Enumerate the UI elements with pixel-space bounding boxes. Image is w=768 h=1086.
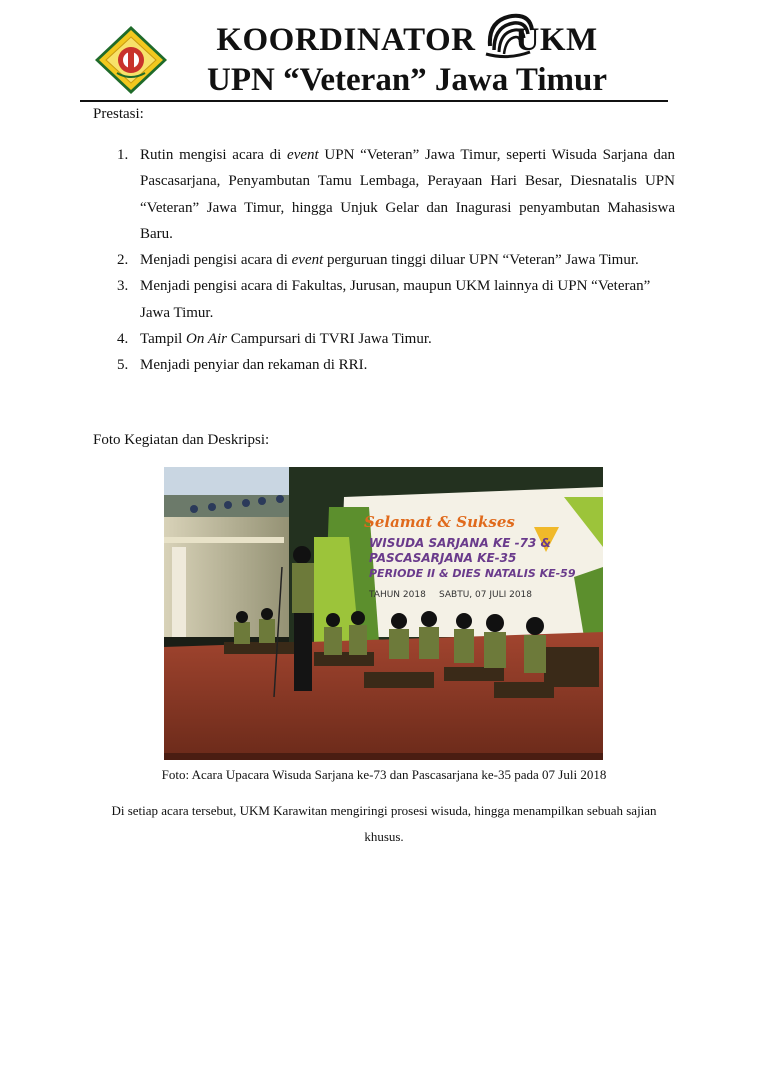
banner-line5a: TAHUN 2018 <box>369 590 426 600</box>
list-item-number: 2. <box>117 252 129 269</box>
banner-line2: WISUDA SARJANA KE -73 & <box>369 536 551 550</box>
ukm-swirl-logo-icon <box>482 10 534 60</box>
prestasi-label: Prestasi: <box>93 106 144 122</box>
event-photo <box>164 467 603 760</box>
list-item <box>117 352 675 378</box>
banner-line5b: SABTU, 07 JULI 2018 <box>439 590 533 600</box>
header-title-koordinator: KOORDINATOR <box>216 22 476 58</box>
list-item-text: Menjadi pengisi acara di event perguruan tinggi diluar UPN “Veteran” Jawa Timur. <box>140 252 639 269</box>
list-item-number: 1. <box>117 147 129 163</box>
header-divider <box>80 100 668 102</box>
list-item <box>117 247 675 273</box>
photo-caption: Foto: Acara Upacara Wisuda Sarjana ke-73 dan Pascasarjana ke-35 pada 07 Juli 2018 <box>161 767 607 782</box>
photo-description: Di setiap acara tersebut, UKM Karawitan mengiringi prosesi wisuda, hingga menampilkan sebuah sajian khusus. <box>111 803 657 844</box>
prestasi-list <box>117 142 675 379</box>
list-item <box>117 326 675 352</box>
banner-line4: PERIODE II & DIES NATALIS KE-59 <box>369 567 576 580</box>
list-item-text: Rutin mengisi acara di event UPN “Veteran” Jawa Timur, seperti Wisuda Sarjana dan Pascasarjana, Penyambutan Tamu Lembaga, Perayaan Hari Besar, Diesnatalis UPN “Veteran” Jawa Timur, hingga Unjuk Gelar dan Inagurasi penyambutan Mahasiswa Baru. <box>140 147 675 242</box>
list-item <box>117 273 675 326</box>
banner-line3: PASCASARJANA KE-35 <box>369 551 517 565</box>
header-title-ukm: UKM <box>515 22 598 58</box>
header-title-line1 <box>0 22 768 59</box>
list-item-number: 4. <box>117 331 129 348</box>
list-item-number: 3. <box>117 278 129 295</box>
list-item-text: Menjadi pengisi acara di Fakultas, Jurusan, maupun UKM lainnya di UPN “Veteran” Jawa Timur. <box>140 278 651 321</box>
banner-line1: Selamat & Sukses <box>364 513 515 531</box>
header-title-line2: UPN “Veteran” Jawa Timur <box>207 62 607 98</box>
foto-label: Foto Kegiatan dan Deskripsi: <box>93 432 270 448</box>
list-item-text: Tampil On Air Campursari di TVRI Jawa Timur. <box>140 331 432 348</box>
list-item-text: Menjadi penyiar dan rekaman di RRI. <box>140 357 368 374</box>
list-item-number: 5. <box>117 357 129 374</box>
list-item <box>117 142 675 247</box>
